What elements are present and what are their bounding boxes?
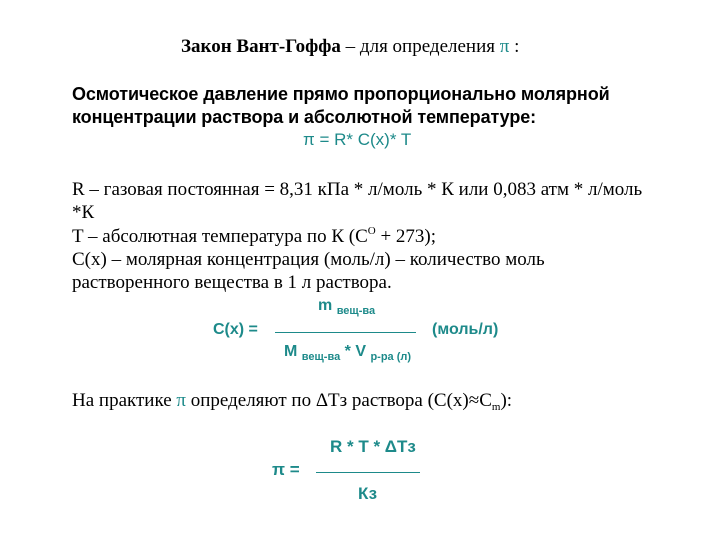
cx-fraction-line: [275, 332, 416, 333]
osmotic-formula: π = R* C(x)* T: [303, 130, 412, 149]
definition-r-line-1: R – газовая постоянная = 8,31 кПа * л/моль * К или 0,083 атм * л/моль: [72, 179, 643, 200]
cx-lhs: С(х) =: [213, 321, 258, 338]
practice-text-2: определяют по ΔТз раствора (С(х)≈С: [186, 390, 492, 411]
law-line-1: Осмотическое давление прямо пропорционально молярной: [72, 84, 610, 104]
cx-numerator: [318, 297, 375, 317]
definition-c-line-2: растворенного вещества в 1 л раствора.: [72, 272, 392, 293]
cx-denominator-m-sub: вещ-ва: [301, 351, 341, 363]
practice-pi-symbol: π: [176, 390, 186, 411]
pi-fraction-line: [316, 472, 420, 473]
title-colon: :: [509, 36, 520, 57]
cx-denominator: [284, 343, 411, 363]
definition-r-line-2: *К: [72, 202, 95, 223]
definition-c-line-1: С(х) – молярная концентрация (моль/л) – количество моль: [72, 249, 545, 270]
practice-text: На практике: [72, 390, 177, 411]
definition-t-superscript: О: [367, 225, 376, 237]
pi-numerator: R * T * ΔTз: [330, 437, 416, 456]
practice-subscript: m: [491, 401, 501, 413]
pi-denominator: Кз: [358, 484, 378, 503]
cx-units: (моль/л): [432, 321, 499, 338]
cx-numerator-m: m: [318, 297, 333, 314]
pi-lhs: π =: [272, 460, 300, 479]
practice-line: [72, 390, 512, 413]
definition-t-end: + 273);: [375, 226, 437, 247]
title-rest: – для определения: [340, 36, 500, 57]
cx-denominator-v-sub: р-ра (л): [370, 351, 412, 363]
definition-t: [72, 225, 436, 248]
page-title: [181, 36, 519, 58]
law-line-2: концентрации раствора и абсолютной температуре:: [72, 107, 537, 127]
definition-t-text: T – абсолютная температура по К (С: [72, 226, 368, 247]
practice-end: ):: [500, 390, 513, 411]
title-law-name: Закон Вант-Гоффа: [181, 36, 341, 57]
cx-numerator-sub: вещ-ва: [336, 305, 376, 317]
title-pi-symbol: π: [499, 36, 510, 57]
cx-denominator-m: M: [284, 343, 298, 360]
cx-denominator-v: * V: [340, 343, 366, 360]
